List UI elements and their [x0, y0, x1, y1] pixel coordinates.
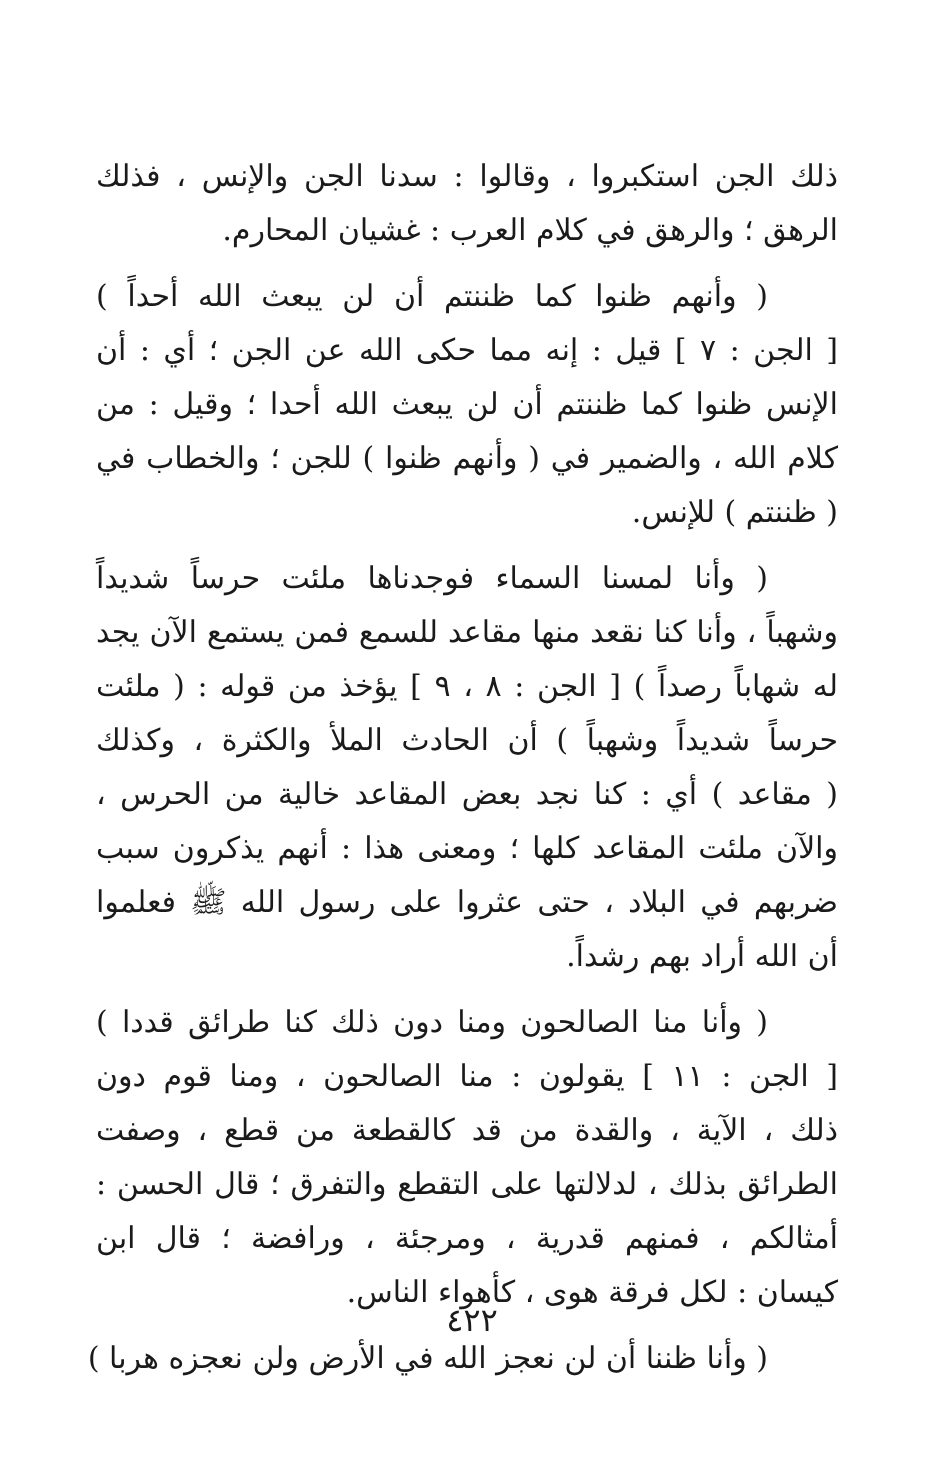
text-line: أن الله أراد بهم رشداً. — [566, 939, 838, 974]
paragraph-2 — [96, 270, 838, 540]
paragraph-4 — [96, 996, 838, 1320]
quranic-verse-line: ( وأنا منا الصالحون ومنا دون ذلك كنا طرائق قددا ) — [96, 1005, 768, 1040]
page-body — [87, 150, 839, 1398]
text-line: ذلك ، الآية ، والقدة من قد كالقطعة من قطع ، وصفت — [96, 1113, 838, 1148]
text-line: حرساً شديداً وشهباً ) أن الحادث الملأ والكثرة ، وكذلك — [96, 723, 838, 758]
paragraph-1 — [96, 150, 838, 258]
quranic-verse-line: ( وأنا ظننا أن لن نعجز الله في الأرض ولن نعجزه هربا ) — [87, 1341, 768, 1376]
paragraph-5 — [87, 1332, 838, 1386]
text-line: ضربهم في البلاد ، حتى عثروا على رسول الله ﷺ فعلموا — [96, 885, 839, 920]
text-line: كيسان : لكل فرقة هوى ، كأهواء الناس. — [346, 1275, 838, 1310]
text-line: ( مقاعد ) أي : كنا نجد بعض المقاعد خالية من الحرس ، — [96, 777, 838, 812]
text-line: ذلك الجن استكبروا ، وقالوا : سدنا الجن والإنس ، فذلك — [96, 159, 838, 194]
text-line: الإنس ظنوا كما ظننتم أن لن يبعث الله أحدا ؛ وقيل : من — [96, 387, 838, 422]
text-line: له شهاباً رصداً ) [ الجن : ٨ ، ٩ ] يؤخذ من قوله : ( ملئت — [96, 669, 838, 704]
quranic-verse-line: ( وأنهم ظنوا كما ظننتم أن لن يبعث الله أحداً ) — [96, 279, 768, 314]
text-line: [ الجن : ٧ ] قيل : إنه مما حكى الله عن الجن ؛ أي : أن — [96, 333, 838, 368]
text-line: أمثالكم ، فمنهم قدرية ، ومرجئة ، ورافضة ؛ قال ابن — [96, 1221, 838, 1256]
text-line: الطرائق بذلك ، لدلالتها على التقطع والتفرق ؛ قال الحسن : — [96, 1167, 838, 1202]
quranic-verse-line: ( وأنا لمسنا السماء فوجدناها ملئت حرساً شديداً — [96, 561, 768, 596]
text-line: [ الجن : ١١ ] يقولون : منا الصالحون ، ومنا قوم دون — [96, 1059, 838, 1094]
text-line: والآن ملئت المقاعد كلها ؛ ومعنى هذا : أنهم يذكرون سبب — [96, 831, 838, 866]
text-line: وشهباً ، وأنا كنا نقعد منها مقاعد للسمع فمن يستمع الآن يجد — [96, 615, 838, 650]
paragraph-3 — [96, 552, 838, 984]
text-line: كلام الله ، والضمير في ( وأنهم ظنوا ) للجن ؛ والخطاب في — [96, 441, 838, 476]
page-number: ٤٢٢ — [446, 1301, 498, 1339]
text-line: الرهق ؛ والرهق في كلام العرب : غشيان المحارم. — [222, 213, 838, 248]
text-line: ( ظننتم ) للإنس. — [631, 495, 838, 530]
